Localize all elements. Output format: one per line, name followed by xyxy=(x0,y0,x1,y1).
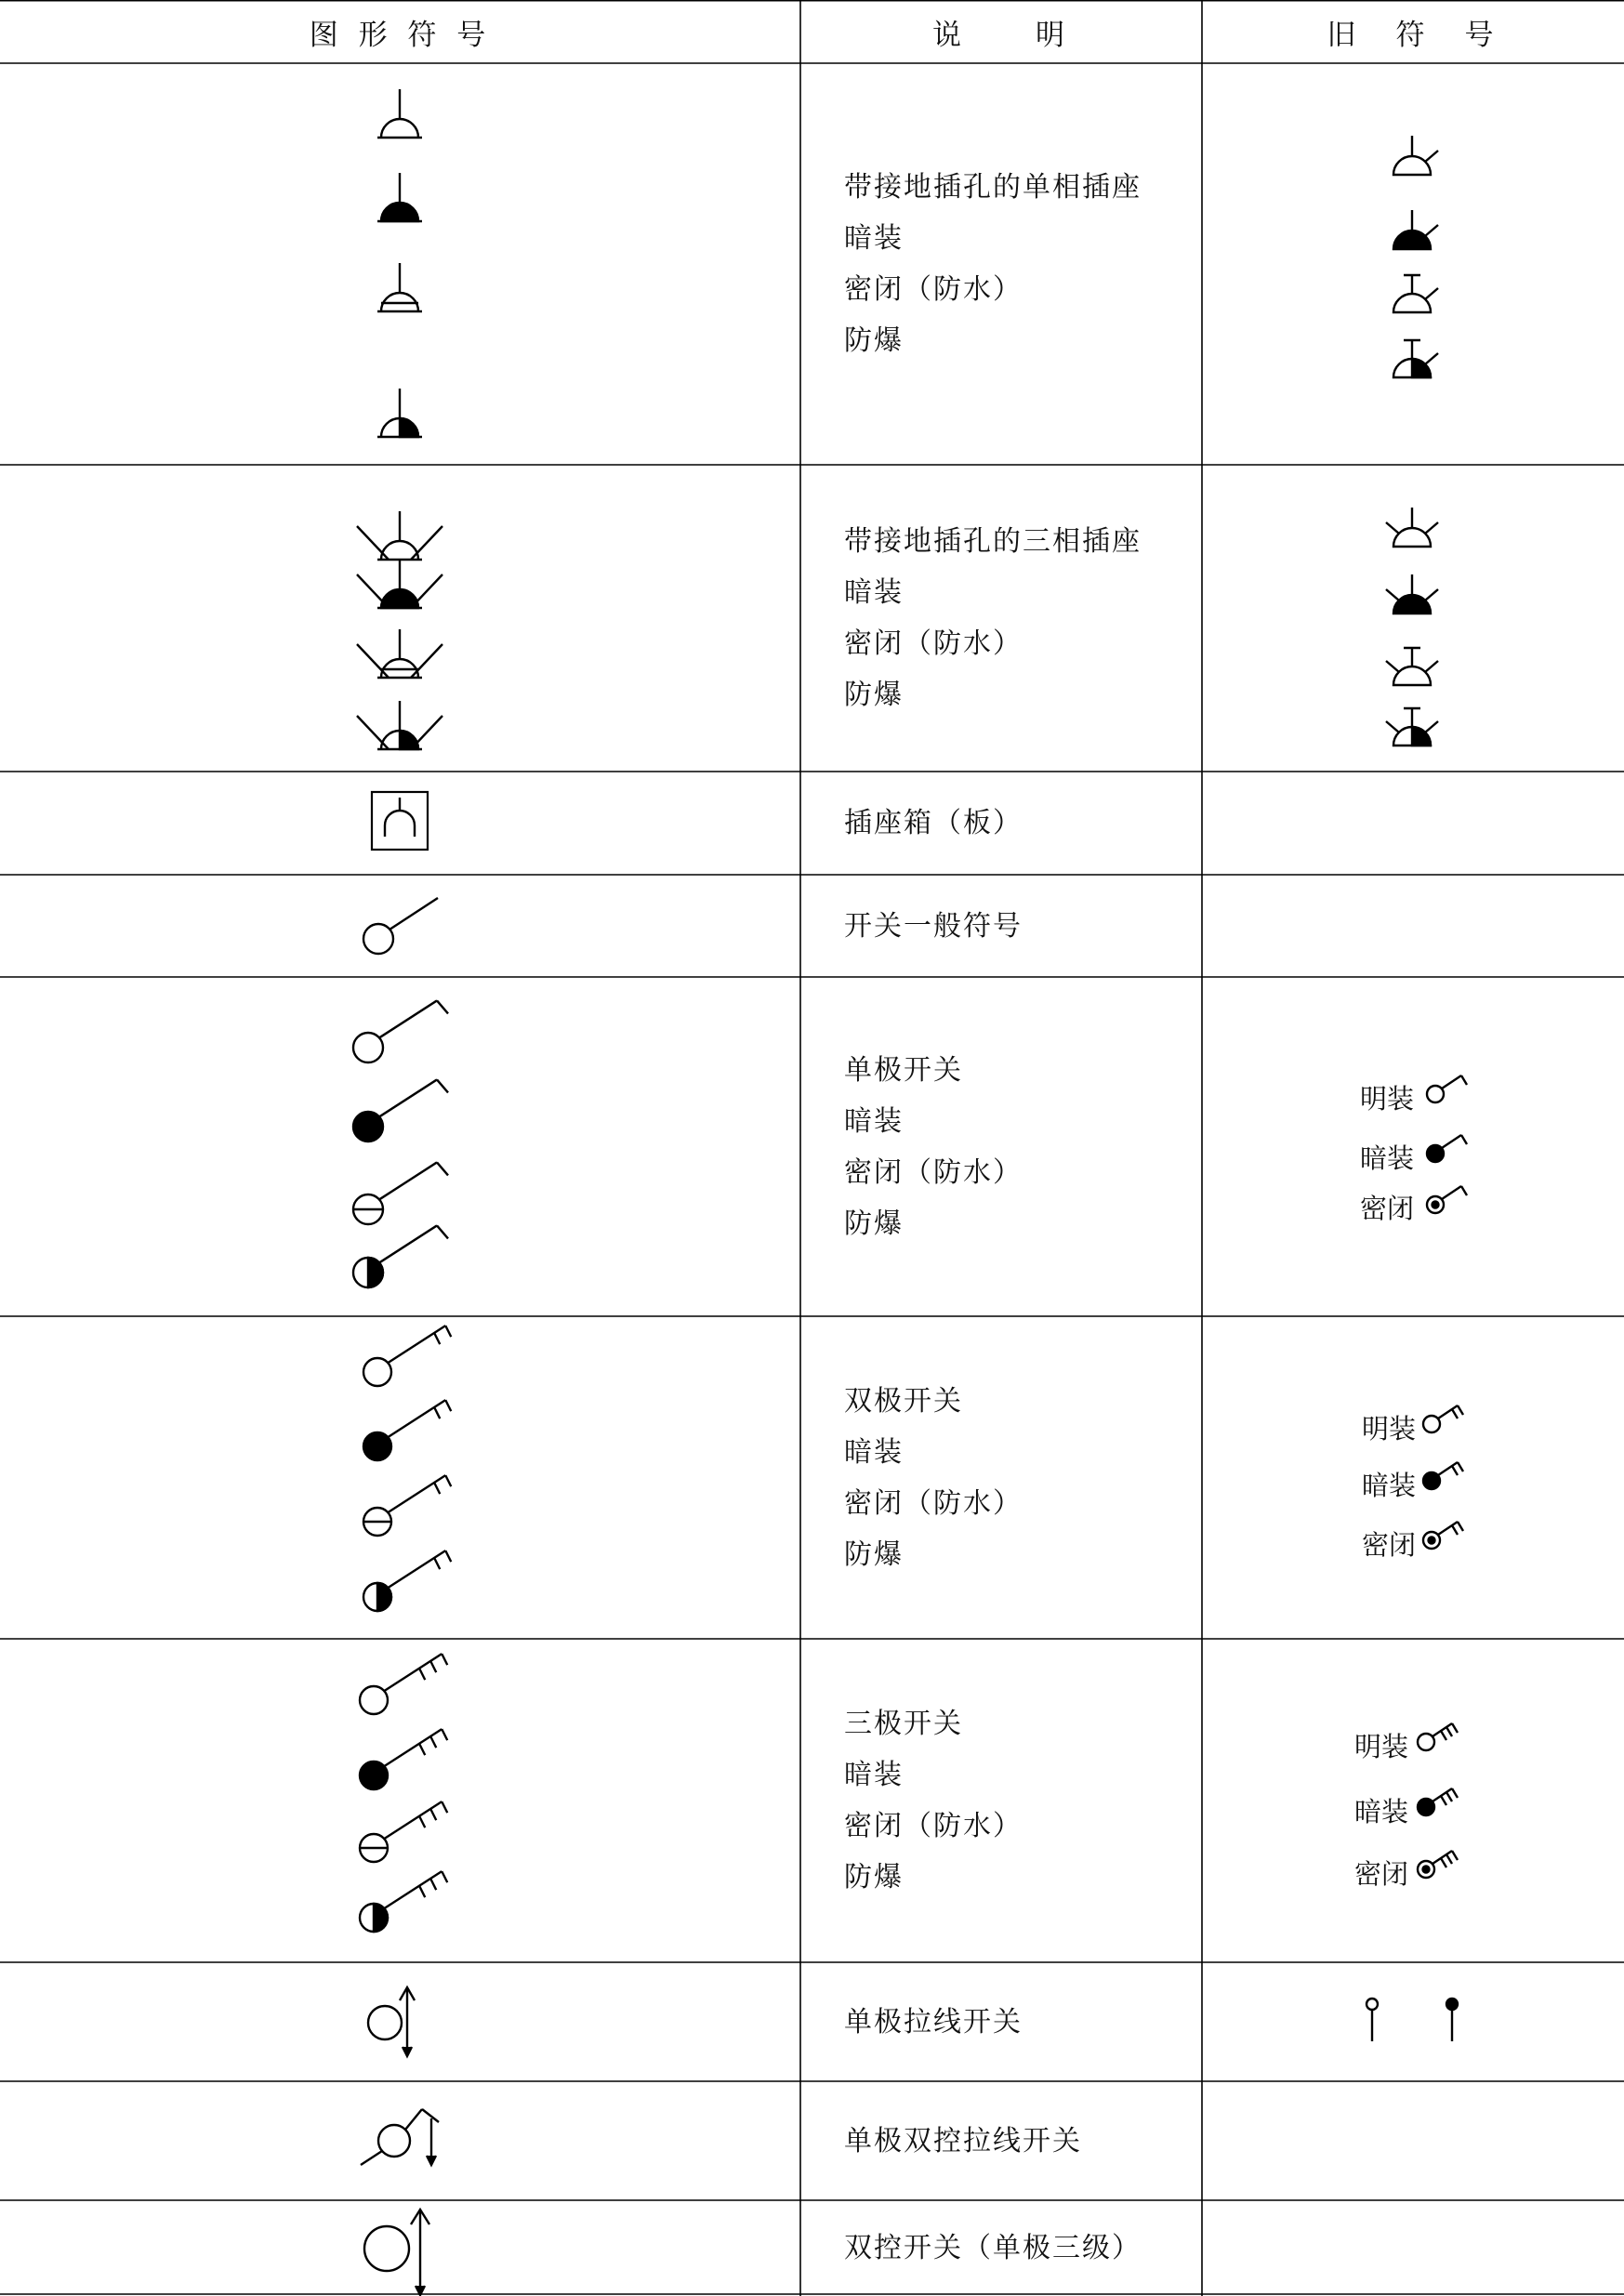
old-symbol-label: 密闭 xyxy=(1362,1529,1417,1561)
old-triple-pole-switch-surface-icon xyxy=(1418,1723,1458,1750)
three-phase-grounded-socket-sealed-icon xyxy=(357,629,442,678)
description-line: 单极开关 xyxy=(844,1053,963,1087)
old-double-pole-switch-surface-icon xyxy=(1423,1405,1463,1432)
row-7-description xyxy=(844,1639,1197,1962)
description-line: 带接地插孔的三相插座 xyxy=(844,525,1142,558)
old-single-pole-switch-sealed-icon xyxy=(1427,1186,1467,1213)
old-single-pole-switch-surface-icon xyxy=(1427,1075,1467,1102)
description-line: 三极开关 xyxy=(844,1708,963,1740)
description-line: 防爆 xyxy=(844,679,904,711)
row-8-description xyxy=(844,1962,1197,2081)
description-line: 暗装 xyxy=(844,1104,904,1138)
description-line: 暗装 xyxy=(844,222,904,255)
two-way-switch-icon xyxy=(364,2210,429,2295)
row-2-description xyxy=(844,465,1197,772)
single-phase-grounded-socket-icon xyxy=(377,89,422,138)
triple-pole-switch-icon xyxy=(360,1654,447,1714)
description-line: 密闭（防水） xyxy=(844,1486,1023,1520)
old-symbol-label: 密闭 xyxy=(1354,1858,1409,1890)
old-pull-switch-open-icon xyxy=(1367,1999,1378,2041)
double-pole-switch-explosion-proof-icon xyxy=(363,1550,451,1611)
old-symbol-label: 暗装 xyxy=(1362,1470,1417,1501)
row-9-description xyxy=(844,2081,1197,2200)
old-three-phase-socket-explosion-proof-icon xyxy=(1386,708,1438,746)
description-line: 防爆 xyxy=(844,1537,904,1571)
old-three-phase-socket-concealed-icon xyxy=(1386,574,1438,614)
old-pull-switch-filled-icon xyxy=(1446,1999,1458,2041)
row-1-description xyxy=(844,63,1197,465)
description-line: 双极开关 xyxy=(844,1384,963,1418)
single-pole-switch-explosion-proof-icon xyxy=(353,1225,448,1287)
description-line: 双控开关（单极三级） xyxy=(844,2232,1142,2264)
old-single-phase-socket-concealed-icon xyxy=(1393,210,1438,249)
description-line: 暗装 xyxy=(844,576,904,609)
old-double-pole-switch-sealed-icon xyxy=(1423,1522,1463,1549)
three-phase-grounded-socket-icon xyxy=(357,511,442,560)
single-phase-grounded-socket-sealed-icon xyxy=(377,263,422,311)
three-phase-grounded-socket-concealed-icon xyxy=(357,560,442,608)
three-phase-grounded-socket-explosion-proof-icon xyxy=(357,701,442,749)
description-line: 暗装 xyxy=(844,1759,904,1791)
triple-pole-switch-sealed-icon xyxy=(360,1801,447,1862)
old-single-pole-switch-concealed-icon xyxy=(1427,1135,1467,1162)
description-line: 防爆 xyxy=(844,1207,904,1240)
description-line: 开关一般符号 xyxy=(844,909,1023,943)
socket-box-icon xyxy=(372,792,428,850)
old-double-pole-switch-concealed-icon xyxy=(1423,1462,1463,1489)
row-4-description xyxy=(844,875,1197,977)
header-symbol: 图 形 符 号 xyxy=(309,18,492,52)
old-triple-pole-switch-sealed-icon xyxy=(1418,1851,1458,1878)
description-line: 密闭（防水） xyxy=(844,1155,1023,1189)
description-line: 单极双控拉线开关 xyxy=(844,2124,1082,2157)
old-symbol-label: 密闭 xyxy=(1360,1193,1415,1224)
old-single-phase-socket-icon xyxy=(1393,136,1438,175)
old-three-phase-socket-sealed-icon xyxy=(1386,648,1438,685)
switch-general-icon xyxy=(363,898,438,954)
single-phase-grounded-socket-concealed-icon xyxy=(377,173,422,221)
row-10-description xyxy=(844,2200,1197,2296)
double-pole-switch-icon xyxy=(363,1326,451,1386)
single-pole-pull-switch-icon xyxy=(368,1987,415,2056)
single-pole-switch-concealed-icon xyxy=(353,1079,448,1141)
old-symbol-label: 明装 xyxy=(1362,1413,1417,1445)
description-line: 密闭（防水） xyxy=(844,1810,1023,1842)
description-line: 密闭（防水） xyxy=(844,273,1023,306)
row-6-description xyxy=(844,1316,1197,1639)
single-pole-two-way-pull-switch-icon xyxy=(361,2109,439,2165)
header-description: 说 明 xyxy=(932,18,1070,52)
old-symbol-label: 暗装 xyxy=(1354,1796,1409,1828)
description-line: 带接地插孔的单相插座 xyxy=(844,171,1142,204)
header-old-symbol: 旧 符 号 xyxy=(1327,18,1499,52)
triple-pole-switch-explosion-proof-icon xyxy=(360,1871,447,1932)
single-pole-switch-icon xyxy=(353,1000,448,1062)
old-triple-pole-switch-concealed-icon xyxy=(1418,1788,1458,1815)
triple-pole-switch-concealed-icon xyxy=(360,1729,447,1789)
double-pole-switch-sealed-icon xyxy=(363,1475,451,1536)
description-line: 防爆 xyxy=(844,1861,904,1894)
single-pole-switch-sealed-icon xyxy=(353,1162,448,1224)
old-single-phase-socket-sealed-icon xyxy=(1393,275,1438,312)
double-pole-switch-concealed-icon xyxy=(363,1400,451,1460)
description-line: 密闭（防水） xyxy=(844,627,1023,660)
single-phase-grounded-socket-explosion-proof-icon xyxy=(377,389,422,437)
description-line: 单极拉线开关 xyxy=(844,2005,1023,2039)
old-symbol-label: 暗装 xyxy=(1360,1142,1415,1174)
old-three-phase-socket-icon xyxy=(1386,508,1438,547)
old-symbol-label: 明装 xyxy=(1354,1731,1409,1762)
description-line: 防爆 xyxy=(844,324,904,357)
old-single-phase-socket-explosion-proof-icon xyxy=(1393,340,1438,377)
row-5-description xyxy=(844,977,1197,1316)
row-3-description xyxy=(844,772,1197,875)
description-line: 插座箱（板） xyxy=(844,807,1023,839)
old-symbol-label: 明装 xyxy=(1360,1083,1415,1115)
description-line: 暗装 xyxy=(844,1435,904,1469)
